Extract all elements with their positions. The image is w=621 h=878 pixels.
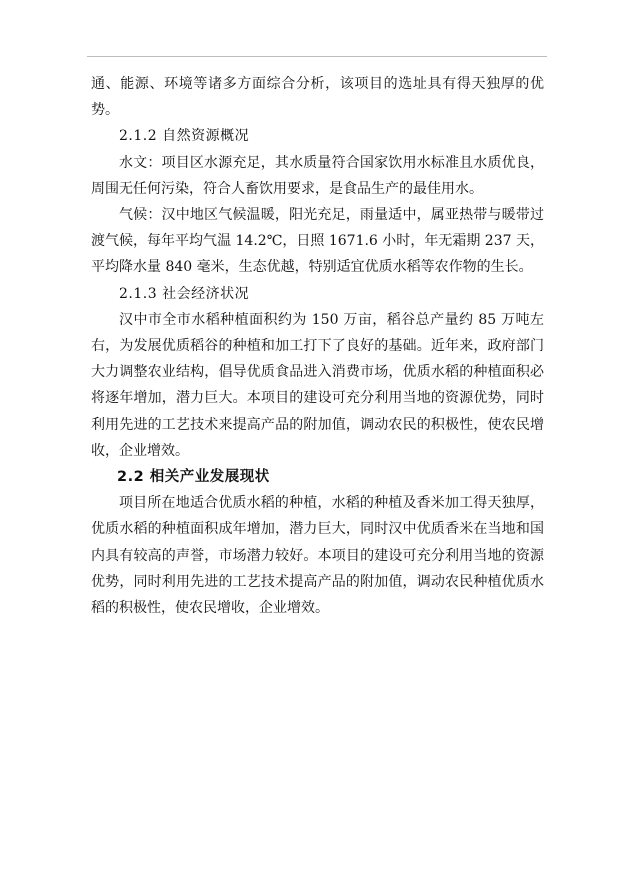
document-body bbox=[91, 71, 544, 621]
paragraph-hydrology: 水文：项目区水源充足，其水质量符合国家饮用水标准且水质优良，周围无任何污染，符合人畜饮用要求，是食品生产的最佳用水。 bbox=[91, 154, 544, 197]
paragraph-economy: 汉中市全市水稻种植面积约为 150 万亩，稻谷总产量约 85 万吨左右，为发展优质稻谷的种植和加工打下了良好的基础。近年来，政府部门大力调整农业结构，倡导优质食品进入消费市场，优质水稻的种植面积必将逐年增加，潜力巨大。本项目的建设可充分利用当地的资源优势，同时利用先进的工艺技术来提高产品的附加值，调动农民的积极性，使农民增收，企业增效。 bbox=[91, 311, 544, 459]
heading-industry-status: 2.2 相关产业发展现状 bbox=[117, 469, 270, 486]
heading-natural-resources: 2.1.2 自然资源概况 bbox=[119, 128, 250, 145]
paragraph-climate: 气候：汉中地区气候温暖，阳光充足，雨量适中，属亚热带与暖带过渡气候，每年平均气温 14.2℃，日照 1671.6 小时，年无霜期 237 天，平均降水量 840 毫米，生态优越，特别适宜优质水稻等农作物的生长。 bbox=[91, 207, 544, 276]
heading-social-economy: 2.1.3 社会经济状况 bbox=[119, 285, 250, 302]
paragraph-site-advantage: 通、能源、环境等诸多方面综合分析，该项目的选址具有得天独厚的优势。 bbox=[91, 76, 544, 119]
header-rule bbox=[87, 56, 547, 57]
paragraph-industry: 项目所在地适合优质水稻的种植，水稻的种植及香米加工得天独厚，优质水稻的种植面积成年增加，潜力巨大，同时汉中优质香米在当地和国内具有较高的声誉，市场潜力较好。本项目的建设可充分利用当地的资源优势，同时利用先进的工艺技术提高产品的附加值，调动农民种植优质水稻的积极性，使农民增收，企业增效。 bbox=[91, 495, 544, 617]
